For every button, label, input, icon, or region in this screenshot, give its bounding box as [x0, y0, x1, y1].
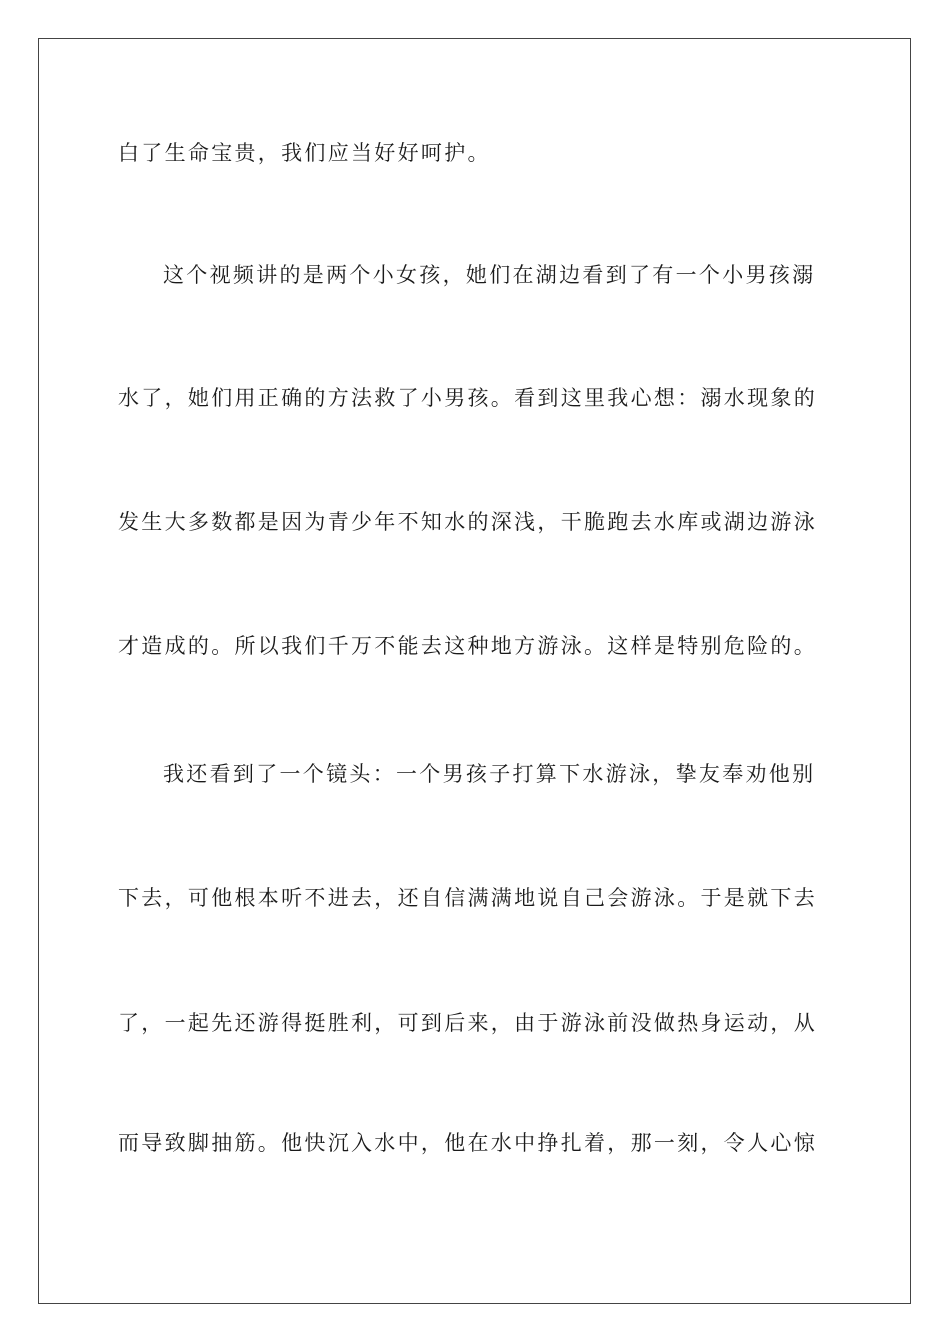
text-line-9: 而导致脚抽筋。他快沉入水中，他在水中挣扎着，那一刻，令人心惊: [118, 1131, 817, 1155]
text-line-7: 下去，可他根本听不进去，还自信满满地说自己会游泳。于是就下去: [118, 886, 817, 910]
text-line-2: 这个视频讲的是两个小女孩，她们在湖边看到了有一个小男孩溺: [163, 263, 816, 287]
text-line-1: 白了生命宝贵，我们应当好好呵护。: [118, 141, 491, 165]
text-line-6: 我还看到了一个镜头：一个男孩子打算下水游泳，挚友奉劝他别: [163, 762, 816, 786]
page-border: [38, 38, 911, 1304]
text-line-3: 水了，她们用正确的方法救了小男孩。看到这里我心想：溺水现象的: [118, 386, 817, 410]
text-line-5: 才造成的。所以我们千万不能去这种地方游泳。这样是特别危险的。: [118, 634, 817, 658]
text-line-4: 发生大多数都是因为青少年不知水的深浅，干脆跑去水库或湖边游泳: [118, 510, 817, 534]
text-line-8: 了，一起先还游得挺胜利，可到后来，由于游泳前没做热身运动，从: [118, 1011, 817, 1035]
